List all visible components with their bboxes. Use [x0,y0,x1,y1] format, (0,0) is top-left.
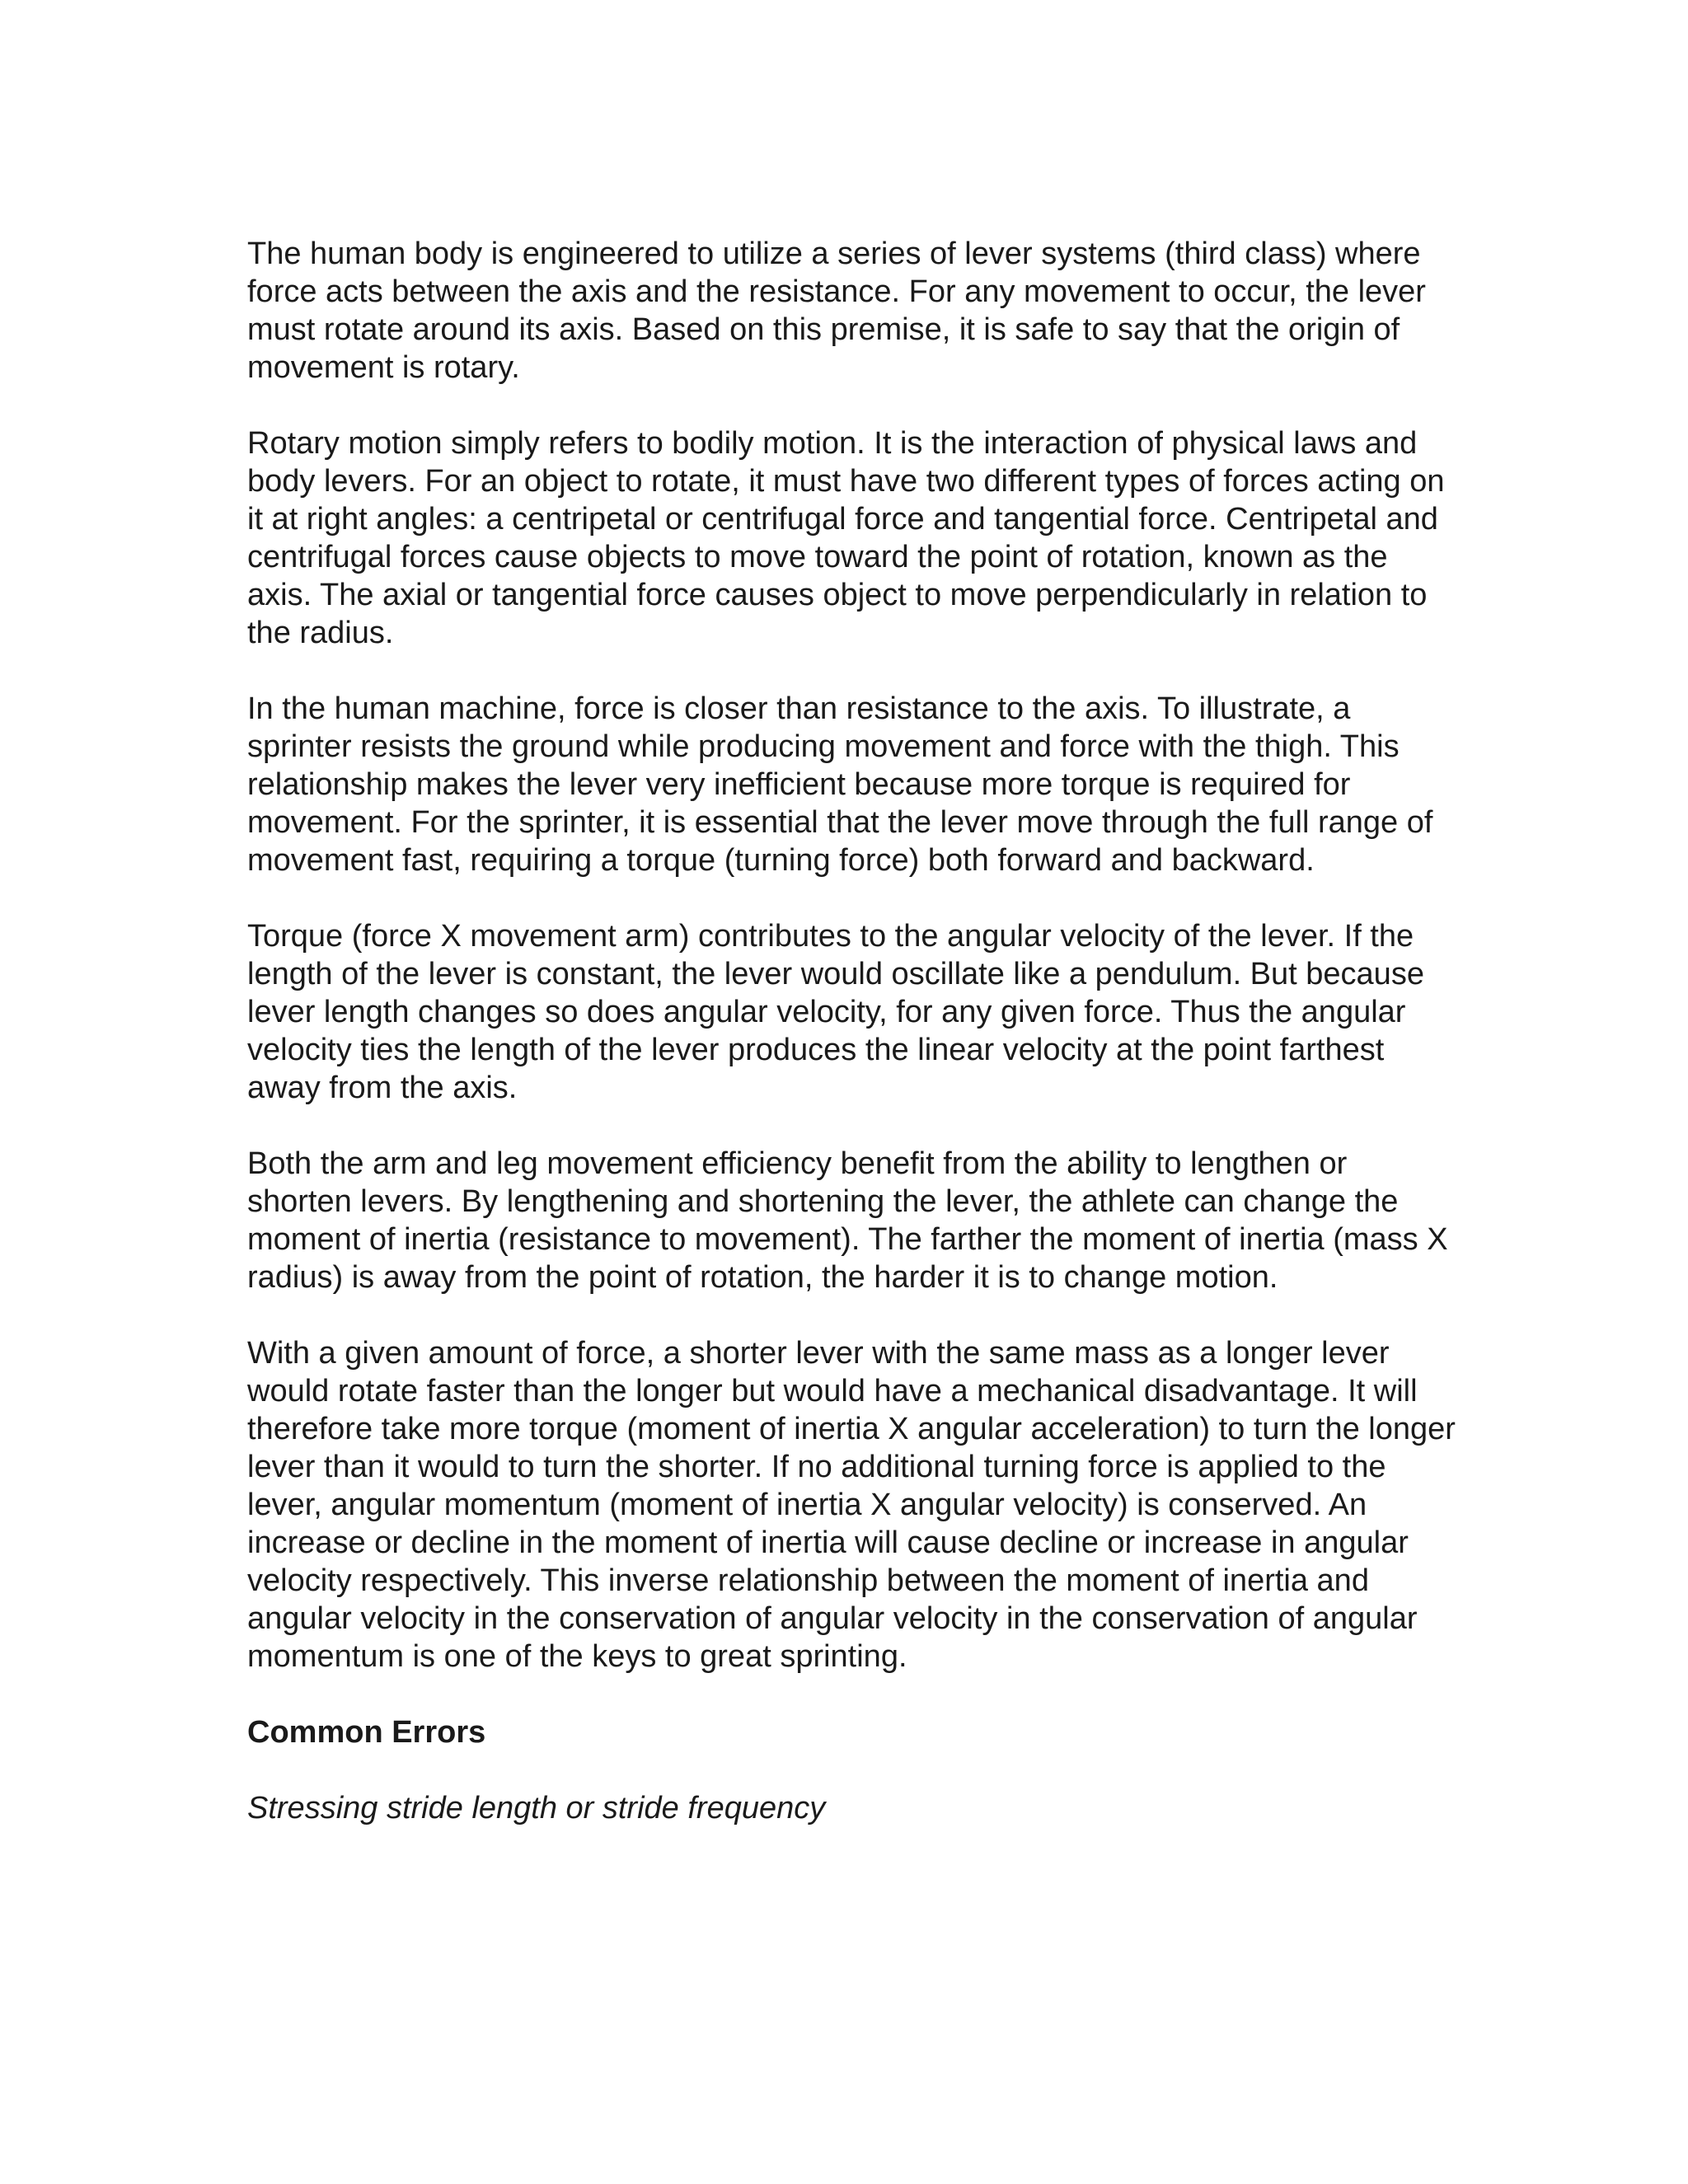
paragraph-moment-of-inertia: Both the arm and leg movement efficiency benefit from the ability to lengthen or shorten levers. By lengthening and shortening the lever, the athlete can change the moment of inertia (resistance to movement). The farther the moment of inertia (mass X radius) is away from the point of rotation, the harder it is to change motion. [247,1146,1448,1295]
paragraph-lever-systems: The human body is engineered to utilize a series of lever systems (third class) where force acts between the axis and the resistance. For any movement to occur, the lever must rotate around its axis. Based on this premise, it is safe to say that the origin of movement is rotary. [247,237,1426,385]
paragraph-rotary-motion: Rotary motion simply refers to bodily motion. It is the interaction of physical laws and body levers. For an object to rotate, it must have two different types of forces acting on it at right angles: a centripetal or centrifugal force and tangential force. Centripetal and centrifugal forces cause objects to move toward the point of rotation, known as the axis. The axial or tangential force causes object to move perpendicularly in relation to the radius. [247,426,1445,650]
section-heading: Common Errors [247,1715,486,1750]
section-subheading: Stressing stride length or stride frequency [247,1791,826,1825]
paragraph-angular-momentum: With a given amount of force, a shorter lever with the same mass as a longer lever would rotate faster than the longer but would have a mechanical disadvantage. It will therefore take more torque (moment of inertia X angular acceleration) to turn the longer lever than it would to turn the shorter. If no additional turning force is applied to the lever, angular momentum (moment of inertia X angular velocity) is conserved. An increase or decline in the moment of inertia will cause decline or increase in angular velocity respectively. This inverse relationship between the moment of inertia and angular velocity in the conservation of angular velocity in the conservation of angular momentum is one of the keys to great sprinting. [247,1336,1456,1674]
document-body [247,235,1459,1827]
paragraph-human-machine: In the human machine, force is closer than resistance to the axis. To illustrate, a sprinter resists the ground while producing movement and force with the thigh. This relationship makes the lever very inefficient because more torque is required for movement. For the sprinter, it is essential that the lever move through the full range of movement fast, requiring a torque (turning force) both forward and backward. [247,691,1433,878]
paragraph-torque: Torque (force X movement arm) contributes to the angular velocity of the lever. If the length of the lever is constant, the lever would oscillate like a pendulum. But because lever length changes so does angular velocity, for any given force. Thus the angular velocity ties the length of the lever produces the linear velocity at the point farthest away from the axis. [247,919,1424,1105]
